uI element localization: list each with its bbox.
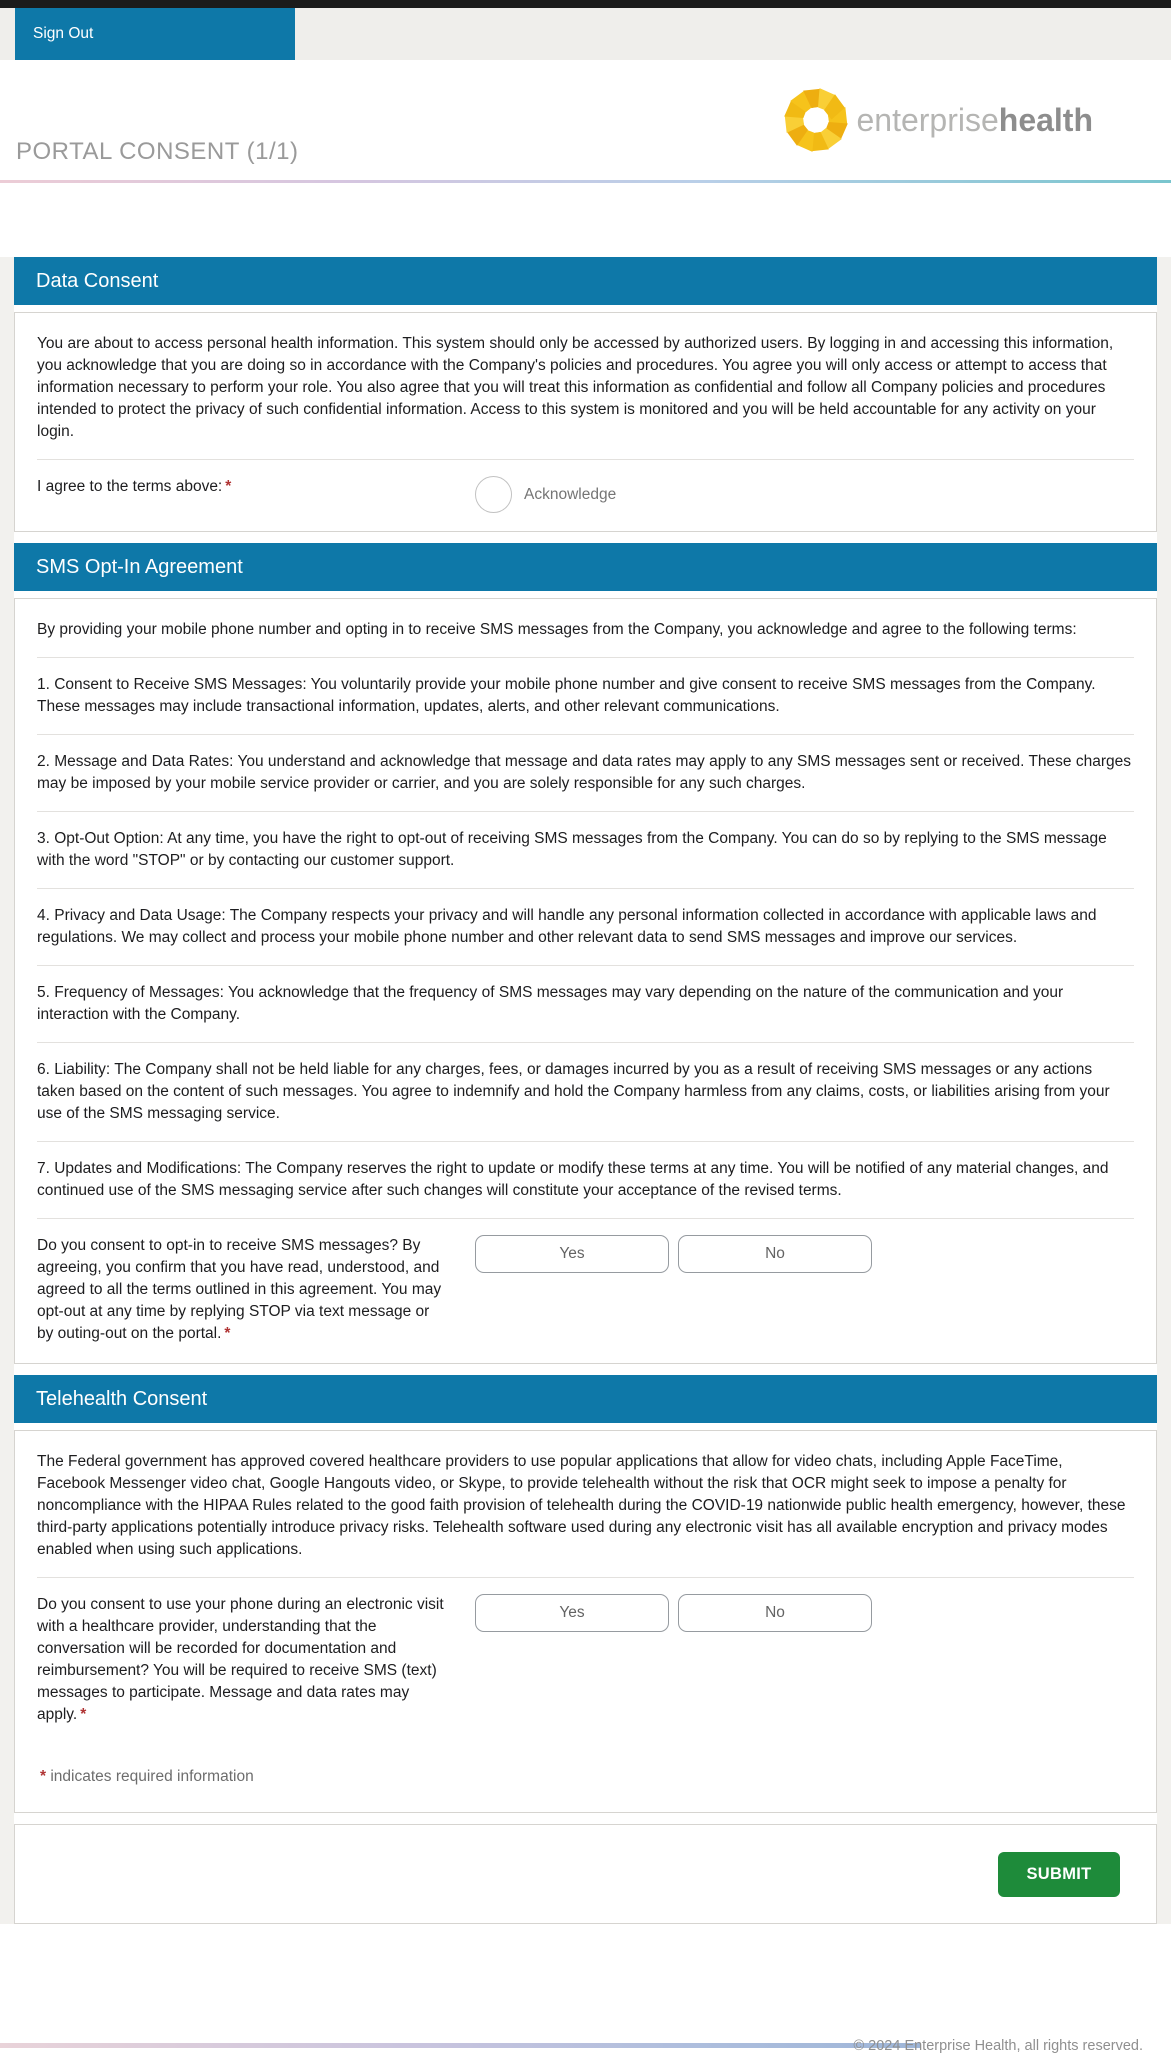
consent-form: [14, 257, 1157, 1924]
required-asterisk: *: [40, 1768, 47, 1785]
sign-out-tab[interactable]: [15, 8, 295, 60]
section-header-sms-opt-in: SMS Opt-In Agreement: [14, 543, 1157, 591]
divider: [37, 734, 1134, 735]
logo-word-enterprise: enterprise: [856, 101, 999, 138]
telehealth-consent-no-button[interactable]: No: [678, 1594, 872, 1632]
telehealth-consent-yes-button[interactable]: Yes: [475, 1594, 669, 1632]
section-body-sms-opt-in: [14, 598, 1157, 1364]
copyright-text: © 2024 Enterprise Health, all rights reserved.: [853, 2038, 1143, 2054]
divider: [37, 1218, 1134, 1219]
top-bar: [0, 0, 1171, 8]
sign-out-label: Sign Out: [33, 25, 94, 42]
required-asterisk: *: [80, 1706, 87, 1723]
telehealth-consent-row: [37, 1594, 1134, 1726]
divider: [37, 811, 1134, 812]
section-header-data-consent: Data Consent: [14, 257, 1157, 305]
page-footer: [0, 2018, 1171, 2054]
sms-consent-yes-button[interactable]: Yes: [475, 1235, 669, 1273]
sms-term-4: 4. Privacy and Data Usage: The Company respects your privacy and will handle any personal information collected in accordance with applicable laws and regulations. We may collect and process your mobile phone number and other relevant data to send SMS messages and improve our services.: [37, 907, 1097, 946]
divider: [37, 888, 1134, 889]
tab-bar: [0, 8, 1171, 60]
footer-divider: [0, 2043, 920, 2048]
section-body-telehealth: [14, 1430, 1157, 1813]
submit-section: [14, 1824, 1157, 1924]
telehealth-paragraph: The Federal government has approved covered healthcare providers to use popular applications that allow for video chats, including Apple FaceTime, Facebook Messenger video chat, Google Hangouts video, or Skype, to provide telehealth without the risk that OCR might seek to impose a penalty for noncompliance with the HIPAA Rules related to the good faith provision of telehealth during the COVID-19 nationwide public health emergency, however, these third-party applications potentially introduce privacy risks. Telehealth software used during any electronic visit has all available encryption and privacy modes enabled when using such applications.: [37, 1453, 1126, 1558]
sms-term-5: 5. Frequency of Messages: You acknowledge that the frequency of SMS messages may vary depending on the nature of the communication and your interaction with the Company.: [37, 984, 1064, 1023]
sms-term-1: 1. Consent to Receive SMS Messages: You voluntarily provide your mobile phone number and give consent to receive SMS messages from the Company. These messages may include transactional information, updates, alerts, and other relevant communications.: [37, 676, 1096, 715]
sms-term-3: 3. Opt-Out Option: At any time, you have the right to opt-out of receiving SMS messages from the Company. You can do so by replying to the SMS message with the word "STOP" or by contacting our customer support.: [37, 830, 1107, 869]
sunflower-logo-icon: [783, 87, 849, 153]
sms-term-2: 2. Message and Data Rates: You understand and acknowledge that message and data rates may apply to any SMS messages sent or received. These charges may be imposed by your mobile service provider or carrier, and you are solely responsible for any such charges.: [37, 753, 1131, 792]
required-information-note: * indicates required information: [40, 1768, 254, 1785]
section-header-telehealth: Telehealth Consent: [14, 1375, 1157, 1423]
sms-term-7: 7. Updates and Modifications: The Company reserves the right to update or modify these terms at any time. You will be notified of any material changes, and continued use of the SMS messaging service after such changes will constitute your acceptance of the revised terms.: [37, 1160, 1109, 1199]
required-asterisk: *: [225, 478, 232, 495]
sms-consent-row: [37, 1235, 1134, 1345]
required-asterisk: *: [224, 1325, 231, 1342]
divider: [37, 1141, 1134, 1142]
divider: [37, 1577, 1134, 1578]
divider: [37, 459, 1134, 460]
main-content: [0, 183, 1171, 1924]
enterprise-health-logo: [783, 60, 1093, 180]
logo-word-health: health: [998, 101, 1093, 138]
agree-row: [37, 476, 1134, 513]
divider: [37, 657, 1134, 658]
telehealth-consent-question: Do you consent to use your phone during an electronic visit with a healthcare provider, understanding that the conversation will be recorded for documentation and reimbursement? You will be required to receive SMS (text) messages to participate. Message and data rates may apply. *: [37, 1596, 444, 1723]
data-consent-paragraph: You are about to access personal health information. This system should only be accessed by authorized users. By logging in and accessing this information, you acknowledge that you are doing so in accordance with the Company's policies and procedures. You agree you will only access or attempt to access that information necessary to perform your role. You also agree that you will treat this information as confidential and follow all Company policies and procedures intended to protect the privacy of such confidential information. Access to this system is monitored and you will be held accountable for any activity on your login.: [37, 335, 1114, 440]
agree-label: I agree to the terms above: *: [37, 478, 232, 495]
sms-consent-no-button[interactable]: No: [678, 1235, 872, 1273]
acknowledge-label: Acknowledge: [524, 485, 617, 503]
sms-intro-paragraph: By providing your mobile phone number and opting in to receive SMS messages from the Company, you acknowledge and agree to the following terms:: [37, 621, 1077, 638]
sms-consent-question: Do you consent to opt-in to receive SMS messages? By agreeing, you confirm that you have read, understood, and agreed to all the terms outlined in this agreement. You may opt-out at any time by replying STOP via text message or by outing-out on the portal. *: [37, 1237, 442, 1342]
submit-button[interactable]: SUBMIT: [998, 1852, 1120, 1897]
divider: [37, 965, 1134, 966]
page-title: PORTAL CONSENT (1/1): [16, 138, 299, 165]
page-header: [0, 60, 1171, 180]
sms-term-6: 6. Liability: The Company shall not be held liable for any charges, fees, or damages incurred by you as a result of receiving SMS messages or any actions taken based on the content of such messages. You agree to indemnify and hold the Company harmless from any claims, costs, or liabilities arising from your use of the SMS messaging service.: [37, 1061, 1110, 1122]
logo-wordmark: [856, 102, 1093, 139]
section-body-data-consent: [14, 312, 1157, 532]
divider: [37, 1042, 1134, 1043]
acknowledge-radio[interactable]: [475, 476, 512, 513]
